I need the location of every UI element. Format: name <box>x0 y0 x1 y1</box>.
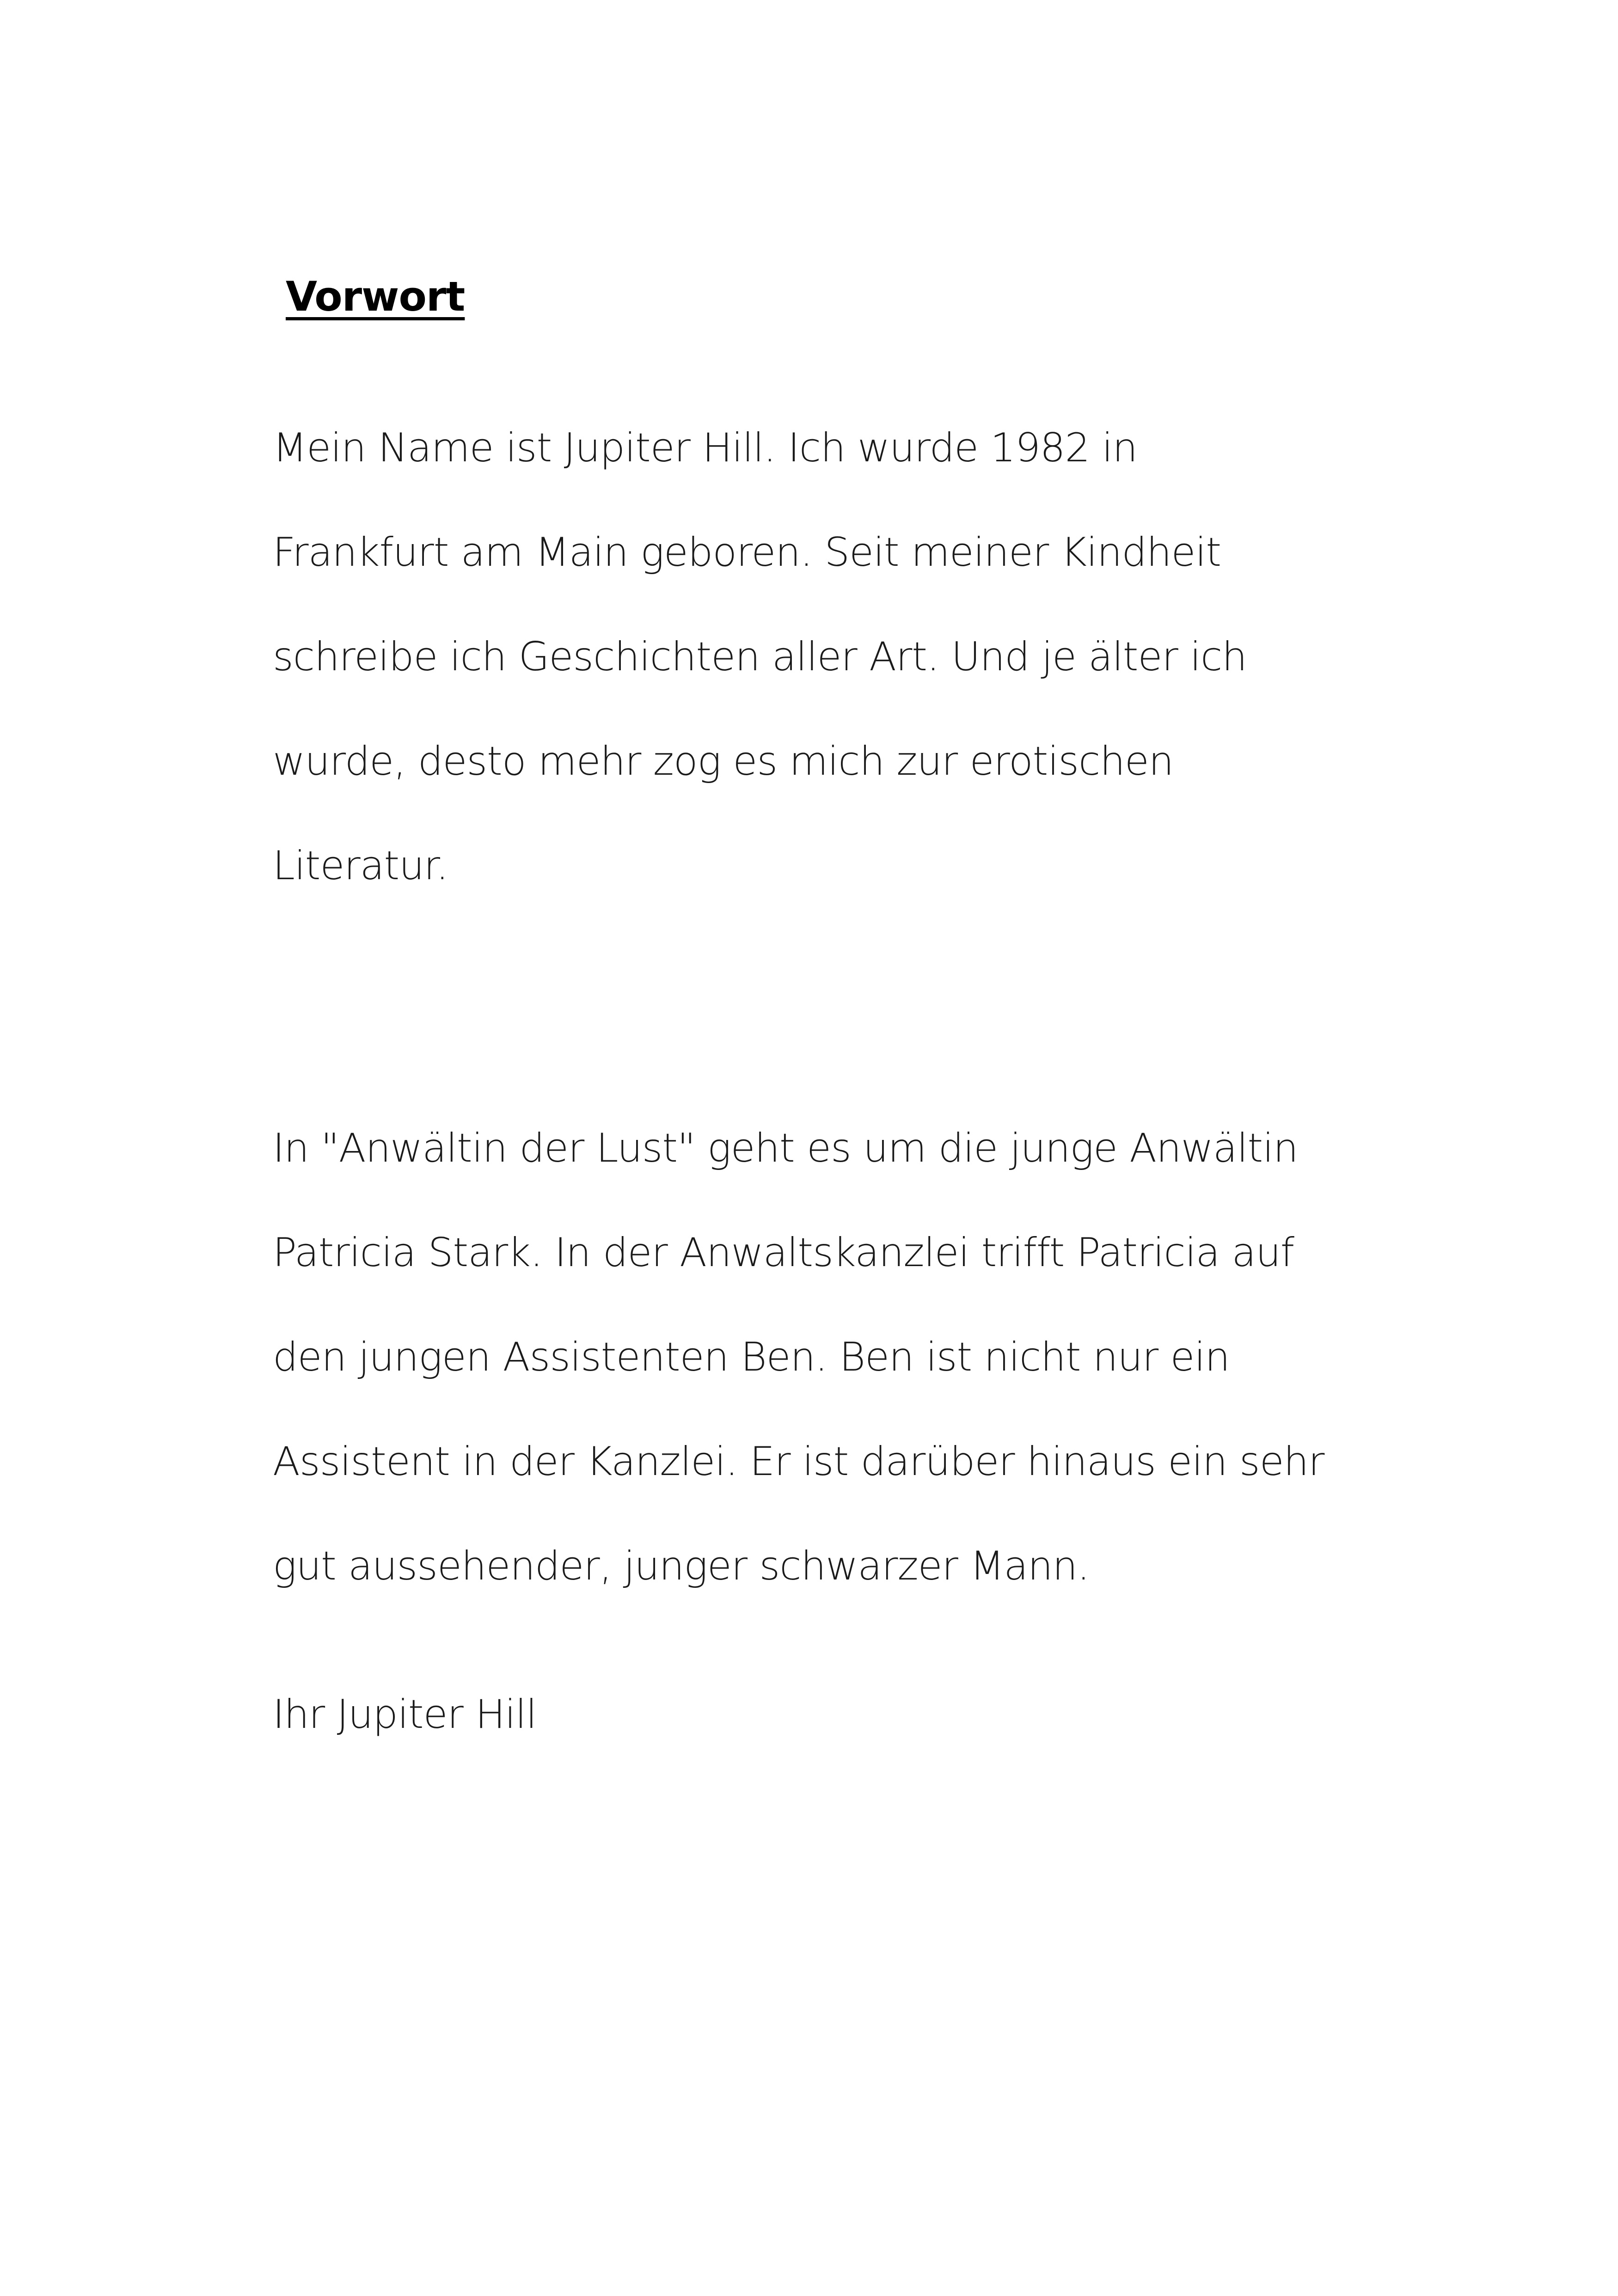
intro-paragraph <box>273 396 1247 918</box>
text-line: Patricia Stark. In der Anwaltskanzlei trifft Patricia auf <box>273 1230 1294 1276</box>
signature: Ihr Jupiter Hill <box>273 1691 537 1738</box>
text-line: Literatur. <box>273 843 448 889</box>
text-line: Mein Name ist Jupiter Hill. Ich wurde 1982 in <box>273 425 1137 471</box>
page-title: Vorwort <box>286 273 465 320</box>
text-line: Assistent in der Kanzlei. Er ist darüber hinaus ein sehr <box>273 1439 1324 1485</box>
text-line: gut aussehender, junger schwarzer Mann. <box>273 1543 1090 1589</box>
text-line: schreibe ich Geschichten aller Art. Und je älter ich <box>273 634 1247 680</box>
text-line: In "Anwältin der Lust" geht es um die junge Anwältin <box>273 1125 1298 1171</box>
text-line: wurde, desto mehr zog es mich zur erotischen <box>273 738 1174 784</box>
text-line: den jungen Assistenten Ben. Ben ist nicht nur ein <box>273 1334 1230 1380</box>
book-summary-paragraph <box>273 1096 1324 1618</box>
text-line: Frankfurt am Main geboren. Seit meiner Kindheit <box>273 529 1221 576</box>
